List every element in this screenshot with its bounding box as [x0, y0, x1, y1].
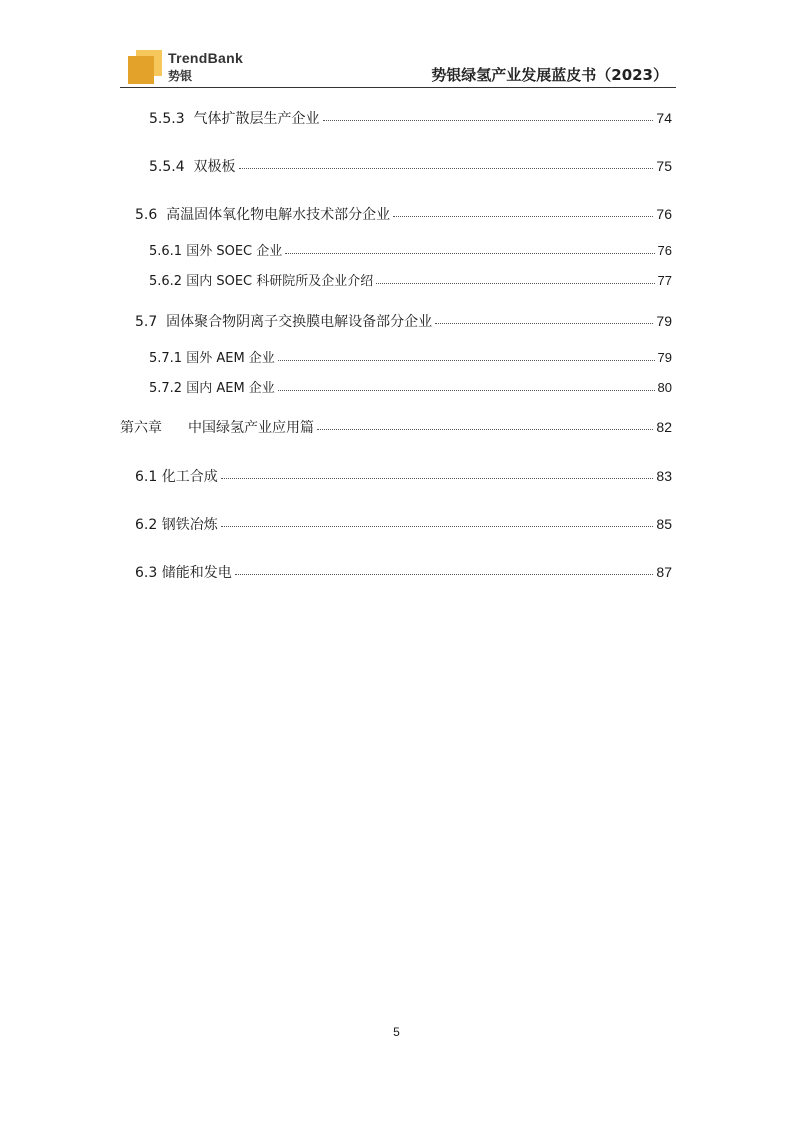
page-header — [120, 46, 676, 88]
toc-entry[interactable] — [0, 241, 793, 261]
toc-chapter-title: 中国绿氢产业应用篇 — [188, 420, 314, 436]
toc-entry-page: 77 — [657, 273, 672, 288]
toc-entry-page: 74 — [656, 110, 672, 126]
trendbank-logo-icon — [128, 50, 162, 84]
toc-entry-number: 5.7.2 — [149, 381, 183, 396]
toc-entry-page: 76 — [656, 206, 672, 222]
dot-leader — [317, 417, 653, 430]
toc-entry-number: 5.6 — [135, 207, 158, 223]
toc-entry[interactable] — [0, 348, 793, 368]
toc-chapter-entry[interactable] — [0, 417, 793, 437]
toc-entry[interactable] — [0, 466, 793, 486]
toc-entry-page: 76 — [657, 243, 672, 258]
toc-entry[interactable] — [0, 514, 793, 534]
toc-entry-title: 高温固体氧化物电解水技术部分企业 — [166, 207, 391, 223]
toc-entry-page: 80 — [657, 380, 672, 395]
dot-leader — [376, 271, 654, 284]
toc-entry-title: 固体聚合物阴离子交换膜电解设备部分企业 — [166, 314, 433, 330]
dot-leader — [323, 108, 654, 121]
toc-entry-page: 82 — [656, 419, 672, 435]
toc-entry[interactable] — [0, 562, 793, 582]
dot-leader — [435, 311, 653, 324]
toc-entry[interactable] — [0, 108, 793, 128]
dot-leader — [278, 378, 655, 391]
toc-entry-number: 5.6.2 — [149, 274, 183, 289]
toc-entry-title: 双极板 — [193, 159, 236, 175]
toc-entry-number: 6.1 — [135, 469, 158, 485]
header-divider — [120, 87, 676, 88]
toc-entry-page: 85 — [656, 516, 672, 532]
toc-entry-number: 6.2 — [135, 517, 158, 533]
toc-entry-number: 5.7 — [135, 314, 158, 330]
toc-entry-title: 气体扩散层生产企业 — [193, 111, 320, 127]
toc-entry[interactable] — [0, 271, 793, 291]
toc-entry-title: 储能和发电 — [161, 565, 232, 581]
toc-entry-number: 5.5.3 — [149, 111, 185, 127]
toc-entry[interactable] — [0, 311, 793, 331]
dot-leader — [221, 514, 654, 527]
page-number: 5 — [393, 1025, 400, 1039]
dot-leader — [393, 204, 653, 217]
dot-leader — [239, 156, 654, 169]
toc-entry-page: 79 — [657, 350, 672, 365]
dot-leader — [278, 348, 655, 361]
toc-entry-number: 5.5.4 — [149, 159, 185, 175]
toc-entry-page: 75 — [656, 158, 672, 174]
toc-entry[interactable] — [0, 378, 793, 398]
toc-entry-number: 5.6.1 — [149, 244, 183, 259]
dot-leader — [235, 562, 654, 575]
toc-entry-title: 国外 SOEC 企业 — [186, 244, 283, 259]
document-title: 势银绿氢产业发展蓝皮书（2023） — [431, 66, 668, 84]
toc-entry-title: 钢铁冶炼 — [161, 517, 218, 533]
dot-leader — [285, 241, 654, 254]
logo-chinese: 势银 — [168, 69, 193, 83]
toc-entry[interactable] — [0, 156, 793, 176]
toc-entry-number: 5.7.1 — [149, 351, 183, 366]
toc-entry-title: 国外 AEM 企业 — [186, 351, 275, 366]
toc-entry-title: 化工合成 — [161, 469, 218, 485]
toc-entry[interactable] — [0, 204, 793, 224]
toc-entry-page: 83 — [656, 468, 672, 484]
toc-chapter-number: 第六章 — [120, 420, 162, 436]
toc-entry-title: 国内 SOEC 科研院所及企业介绍 — [186, 274, 374, 289]
toc-entry-page: 79 — [656, 313, 672, 329]
logo-english: TrendBank — [168, 50, 244, 66]
dot-leader — [221, 466, 654, 479]
toc-entry-page: 87 — [656, 564, 672, 580]
toc-entry-title: 国内 AEM 企业 — [186, 381, 275, 396]
toc-entry-number: 6.3 — [135, 565, 158, 581]
